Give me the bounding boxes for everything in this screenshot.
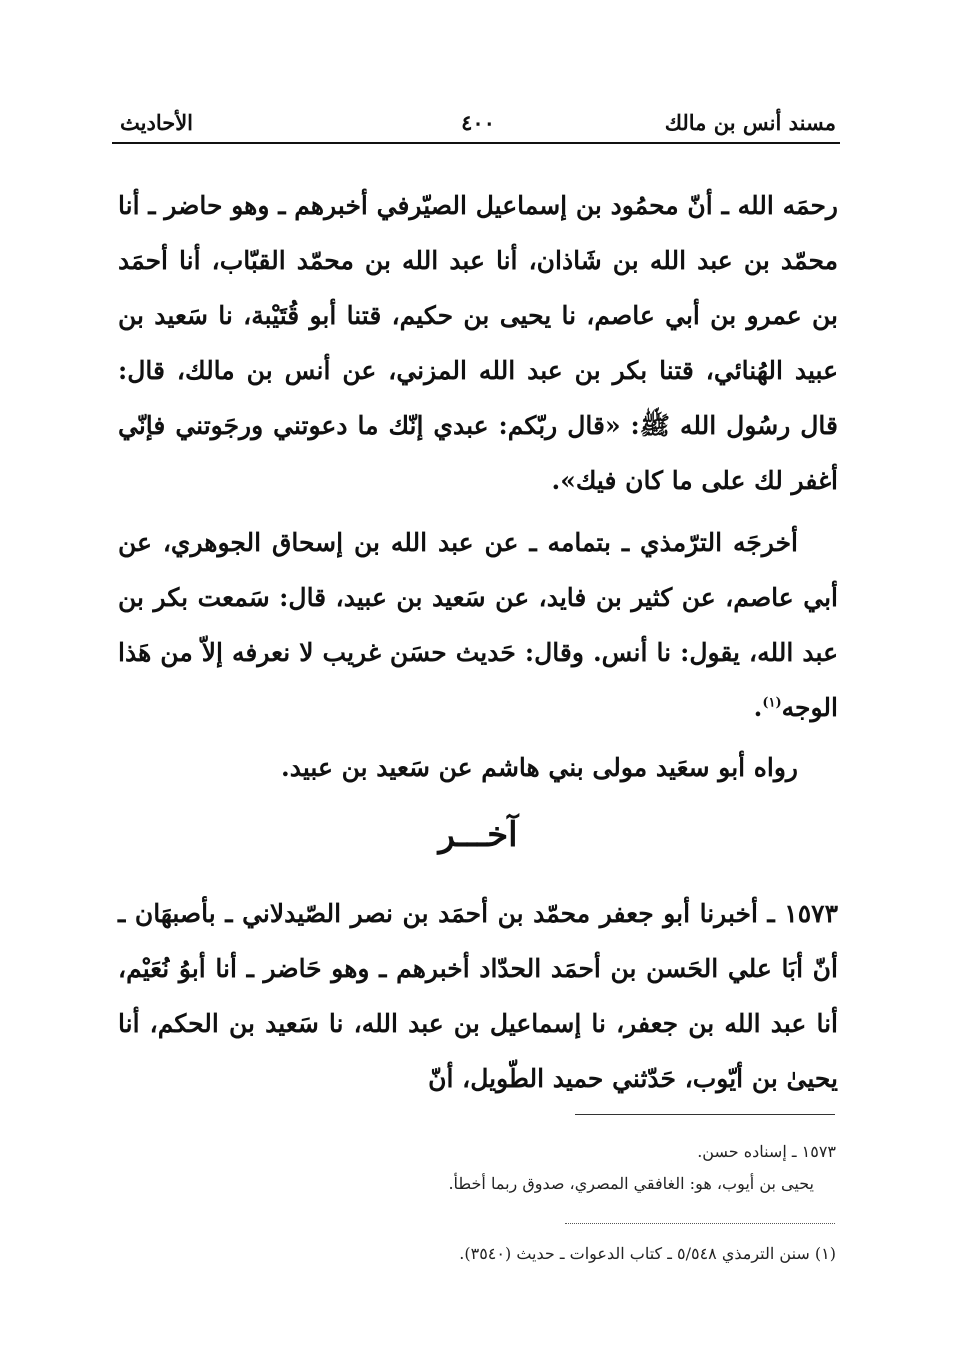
header-book-title: مسند أنس بن مالك <box>664 110 836 135</box>
paragraph-3: رواه أبو سعَيد مولى بني هاشم عن سَعيد بن عبيد. <box>281 753 798 782</box>
footnote-rule <box>575 1114 835 1115</box>
paragraph-2-end: . <box>753 693 763 722</box>
footnote-line-2: يحيى بن أيوب، هو: الغافقي المصري، صدوق ربما أخطأ. <box>448 1174 814 1193</box>
footnote-marker[interactable]: (١) <box>762 695 782 711</box>
footnote-dotted-rule <box>565 1223 835 1224</box>
header-rule <box>112 142 840 144</box>
paragraph-2 <box>118 515 838 735</box>
paragraph-4: ١٥٧٣ ـ أخبرنا أبو جعفر محمّد بن أحمَد بن نصر الصّيدلاني ـ بأصبهَان ـ أنّ أبَا علي الحَسن بن أحمَد الحدّاد أخبرهم ـ وهو حَاضر ـ أنا أبوُ نُعَيْم، أنا عبد الله بن جعفر، نا إسماعيل بن عبد الله، نا سَعيد بن الحكم، أنا يحيىٰ بن أيّوب، حَدّثني حميد الطّويل، أنّ <box>118 899 838 1093</box>
section-heading: آخـــر <box>438 815 518 855</box>
footnote-line-3: (١) سنن الترمذي ٥/٥٤٨ ـ كتاب الدعوات ـ حديث (٣٥٤٠). <box>459 1244 836 1263</box>
paragraph-1: رحمَه الله ـ أنّ محمُود بن إسماعيل الصيّرفي أخبرهم ـ وهو حاضر ـ أنا محمّد بن عبد الله بن شَاذان، أنا عبد الله بن محمّد القبّاب، أنا أحمَد بن عمرو بن أبي عاصم، نا يحيى بن حكيم، قتنا أبو قُتَيْبة، نا سَعيد بن عبيد الهُنائي، قتنا بكر بن عبد الله المزني، عن أنس بن مالك، قال: قال رسُول الله ﷺ: «قال ربّكم: عبدي إنّك ما دعوتني ورجَوتني فإنّي أغفر لك على ما كان فيك». <box>118 191 838 495</box>
header-page-number: ٤٠٠ <box>461 110 495 135</box>
footnote-block-2 <box>250 1238 836 1270</box>
paragraph-2-text: أخرجَه الترّمذي ـ بتمامه ـ عن عبد الله بن إسحاق الجوهري، عن أبي عاصم، عن كثير بن فايد، عن سَعيد بن عبيد، قال: سَمعت بكر بن عبد الله، يقول: نا أنس. وقال: حَديث حسَن غريب لا نعرفه إلاّ من هَذا الوجه <box>118 528 838 722</box>
running-header <box>120 110 836 144</box>
footnote-block-1 <box>250 1136 836 1200</box>
header-section-title: الأحاديث <box>120 110 194 135</box>
footnote-line-1: ١٥٧٣ ـ إسناده حسن. <box>697 1142 836 1161</box>
